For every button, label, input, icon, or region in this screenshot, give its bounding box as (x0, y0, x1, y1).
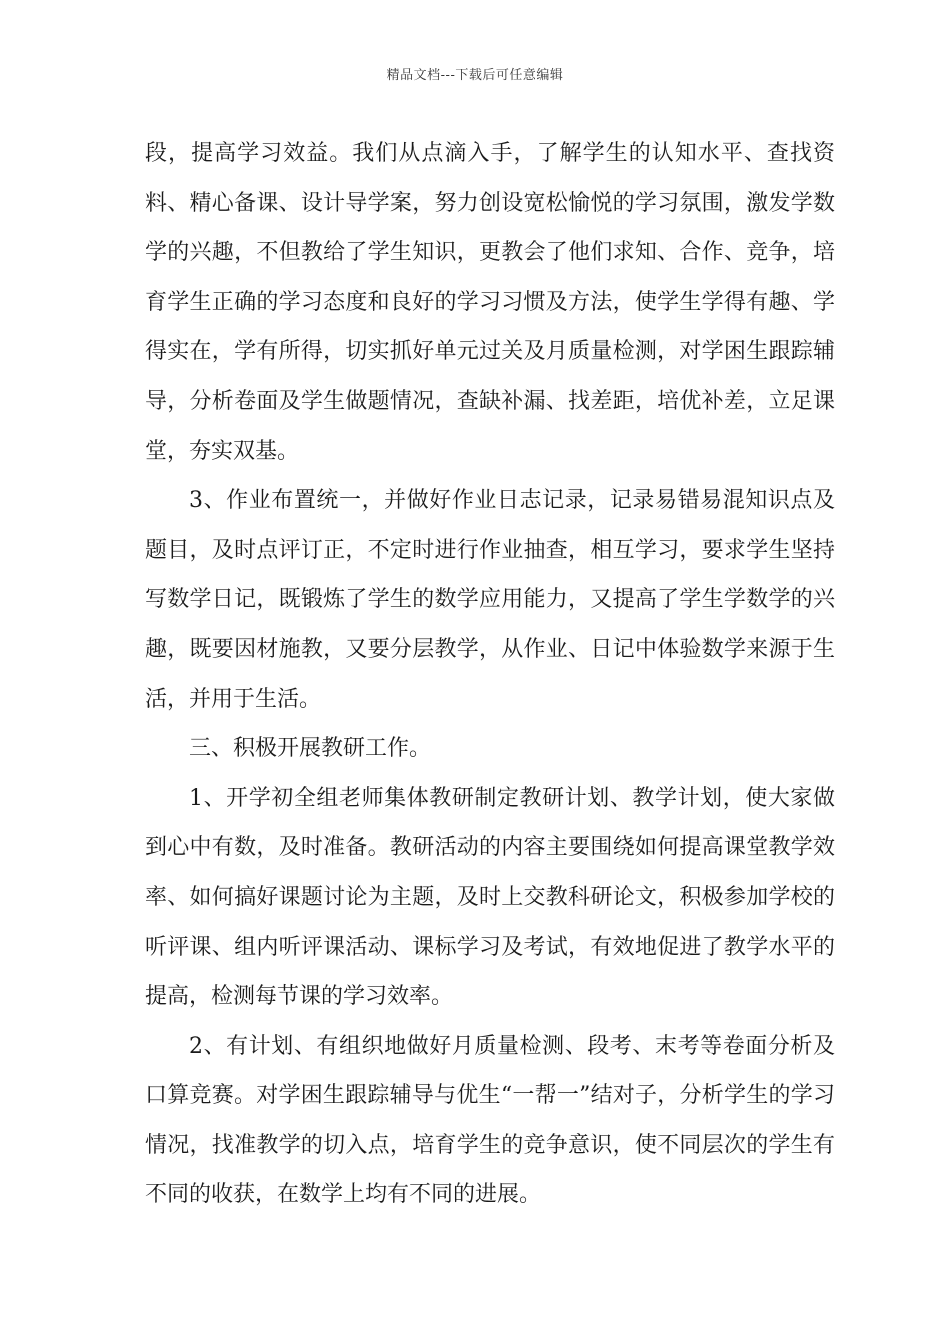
page-header: 精品文档---下载后可任意编辑 (386, 68, 564, 83)
section-heading-3: 三、积极开展教研工作。 (189, 736, 432, 762)
document-body (145, 129, 835, 1220)
paragraph-item-2: 2、有计划、有组织地做好月质量检测、段考、末考等卷面分析及口算竞赛。对学困生跟踪辅导与优生“一帮一”结对子，分析学生的学习情况，找准教学的切入点，培育学生的竞争意识，使不同层次的学生有不同的收获，在数学上均有不同的进展。 (145, 1033, 835, 1208)
paragraph-item-3: 3、作业布置统一，并做好作业日志记录，记录易错易混知识点及题目，及时点评订正，不定时进行作业抽查，相互学习，要求学生坚持写数学日记，既锻炼了学生的数学应用能力，又提高了学生学数学的兴趣，既要因材施教，又要分层教学，从作业、日记中体验数学来源于生活，并用于生活。 (145, 488, 835, 712)
paragraph-continuation: 段，提高学习效益。我们从点滴入手，了解学生的认知水平、查找资料、精心备课、设计导学案，努力创设宽松愉悦的学习氛围，激发学数学的兴趣，不但教给了学生知识，更教会了他们求知、合作、竞争，培育学生正确的学习态度和良好的学习习惯及方法，使学生学得有趣、学得实在，学有所得，切实抓好单元过关及月质量检测，对学困生跟踪辅导，分析卷面及学生做题情况，查缺补漏、找差距，培优补差，立足课堂，夯实双基。 (145, 141, 835, 464)
paragraph-item-1: 1、开学初全组老师集体教研制定教研计划、教学计划，使大家做到心中有数，及时准备。教研活动的内容主要围绕如何提高课堂教学效率、如何搞好课题讨论为主题，及时上交教科研论文，积极参加学校的听评课、组内听评课活动、课标学习及考试，有效地促进了教学水平的提高，检测每节课的学习效率。 (145, 785, 835, 1010)
